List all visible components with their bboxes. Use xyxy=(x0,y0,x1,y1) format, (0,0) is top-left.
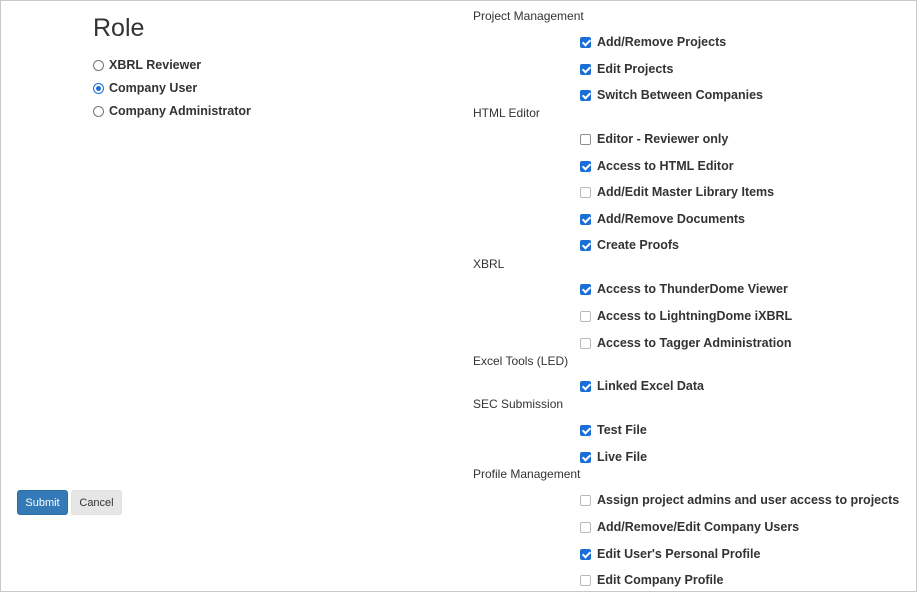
perm-create-proofs[interactable] xyxy=(580,236,679,254)
checkbox-icon[interactable] xyxy=(580,495,591,506)
checkbox-icon[interactable] xyxy=(580,187,591,198)
perm-add-remove-edit-company-users[interactable] xyxy=(580,518,799,536)
checkbox-icon[interactable] xyxy=(580,214,591,225)
radio-button-icon[interactable] xyxy=(93,83,104,94)
perm-label: Access to ThunderDome Viewer xyxy=(597,282,788,296)
checkbox-icon[interactable] xyxy=(580,37,591,48)
perm-edit-projects[interactable] xyxy=(580,60,673,78)
perm-label: Edit Company Profile xyxy=(597,573,724,587)
radio-xbrl-reviewer[interactable] xyxy=(93,55,201,75)
section-header-xbrl: XBRL xyxy=(473,257,505,271)
perm-add-remove-projects[interactable] xyxy=(580,33,726,51)
perm-access-html-editor[interactable] xyxy=(580,157,734,175)
perm-switch-between-companies[interactable] xyxy=(580,86,763,104)
perm-edit-company-profile[interactable] xyxy=(580,571,723,589)
perm-label: Linked Excel Data xyxy=(597,379,704,393)
checkbox-icon[interactable] xyxy=(580,284,591,295)
checkbox-icon[interactable] xyxy=(580,161,591,172)
perm-add-remove-documents[interactable] xyxy=(580,210,745,228)
perm-tagger-administration[interactable] xyxy=(580,334,791,352)
radio-button-icon[interactable] xyxy=(93,60,104,71)
radio-company-user[interactable] xyxy=(93,78,197,98)
section-header-project-management: Project Management xyxy=(473,9,584,23)
checkbox-icon[interactable] xyxy=(580,425,591,436)
perm-live-file[interactable] xyxy=(580,448,647,466)
checkbox-icon[interactable] xyxy=(580,549,591,560)
perm-label: Access to HTML Editor xyxy=(597,159,734,173)
checkbox-icon[interactable] xyxy=(580,338,591,349)
checkbox-icon[interactable] xyxy=(580,575,591,586)
radio-label: XBRL Reviewer xyxy=(109,58,202,72)
perm-label: Access to Tagger Administration xyxy=(597,336,792,350)
perm-test-file[interactable] xyxy=(580,421,647,439)
perm-label: Live File xyxy=(597,450,648,464)
cancel-button[interactable]: Cancel xyxy=(71,490,122,515)
perm-label: Editor - Reviewer only xyxy=(597,132,729,146)
radio-company-administrator[interactable] xyxy=(93,101,251,121)
checkbox-icon[interactable] xyxy=(580,90,591,101)
section-header-sec-submission: SEC Submission xyxy=(473,397,564,411)
checkbox-icon[interactable] xyxy=(580,311,591,322)
perm-lightningdome-ixbrl[interactable] xyxy=(580,307,792,325)
perm-label: Add/Edit Master Library Items xyxy=(597,185,775,199)
perm-add-edit-master-library[interactable] xyxy=(580,183,774,201)
radio-label: Company User xyxy=(109,81,198,95)
perm-label: Edit Projects xyxy=(597,62,674,76)
radio-button-icon[interactable] xyxy=(93,106,104,117)
section-header-profile-management: Profile Management xyxy=(473,467,581,481)
perm-label: Access to LightningDome iXBRL xyxy=(597,309,793,323)
role-title: Role xyxy=(93,14,145,42)
perm-label: Assign project admins and user access to projects xyxy=(597,493,900,507)
checkbox-icon[interactable] xyxy=(580,134,591,145)
perm-thunderdome-viewer[interactable] xyxy=(580,280,788,298)
perm-label: Switch Between Companies xyxy=(597,88,764,102)
checkbox-icon[interactable] xyxy=(580,64,591,75)
checkbox-icon[interactable] xyxy=(580,240,591,251)
perm-label: Add/Remove Documents xyxy=(597,212,745,226)
submit-button[interactable]: Submit xyxy=(17,490,68,515)
radio-label: Company Administrator xyxy=(109,104,251,118)
perm-label: Create Proofs xyxy=(597,238,679,252)
perm-label: Test File xyxy=(597,423,647,437)
section-header-excel-tools: Excel Tools (LED) xyxy=(473,354,569,368)
perm-editor-reviewer-only[interactable] xyxy=(580,130,728,148)
perm-edit-personal-profile[interactable] xyxy=(580,545,760,563)
perm-label: Add/Remove Projects xyxy=(597,35,727,49)
checkbox-icon[interactable] xyxy=(580,522,591,533)
checkbox-icon[interactable] xyxy=(580,452,591,463)
section-header-html-editor: HTML Editor xyxy=(473,106,540,120)
perm-label: Edit User's Personal Profile xyxy=(597,547,761,561)
perm-label: Add/Remove/Edit Company Users xyxy=(597,520,800,534)
checkbox-icon[interactable] xyxy=(580,381,591,392)
perm-linked-excel-data[interactable] xyxy=(580,377,704,395)
perm-assign-project-admins[interactable] xyxy=(580,491,899,509)
